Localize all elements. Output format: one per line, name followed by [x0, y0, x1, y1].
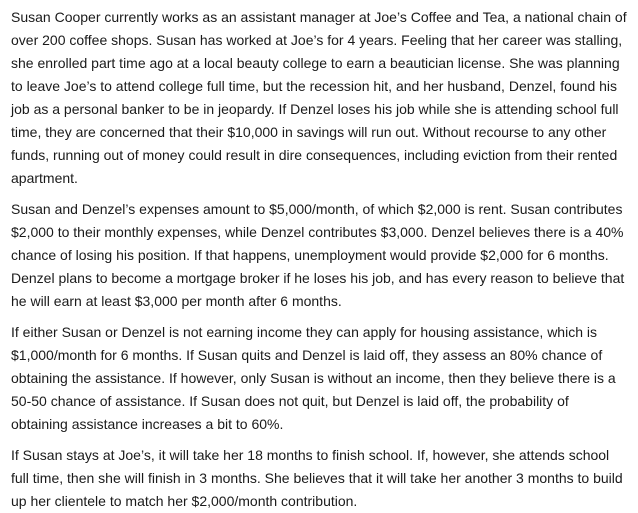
paragraph-expenses: Susan and Denzel’s expenses amount to $5,000/month, of which $2,000 is rent. Susan contributes $2,000 to their monthly expenses, while Denzel contributes $3,000. Denzel believes there is a 40% chance of losing his position. If that happens, unemployment would provide $2,000 for 6 months. Denzel plans to become a mortgage broker if he loses his job, and has every reason to believe that he will earn at least $3,000 per month after 6 months. [11, 201, 625, 309]
paragraph-housing-assistance: If either Susan or Denzel is not earning income they can apply for housing assistance, which is $1,000/month for 6 months. If Susan quits and Denzel is laid off, they assess an 80% chance of obtaining the assistance. If however, only Susan is without an income, then they believe there is a 50-50 chance of assistance. If Susan does not quit, but Denzel is laid off, the probability of obtaining assistance increases a bit to 60%. [11, 324, 616, 432]
paragraph-background: Susan Cooper currently works as an assistant manager at Joe’s Coffee and Tea, a national chain of over 200 coffee shops. Susan has worked at Joe’s for 4 years. Feeling that her career was stalling, she enrolled part time ago at a local beauty college to earn a beautician license. She was planning to leave Joe’s to attend college full time, but the recession hit, and her husband, Denzel, found his job as a personal banker to be in jeopardy. If Denzel loses his job while she is attending school full time, they are concerned that their $10,000 in savings will run out. Without recourse to any other funds, running out of money could result in dire consequences, including eviction from their rented apartment. [11, 9, 627, 186]
paragraph-school-timeline: If Susan stays at Joe’s, it will take her 18 months to finish school. If, however, she attends school full time, then she will finish in 3 months. She believes that it will take her another 3 months to build up her clientele to match her $2,000/month contribution. [11, 447, 623, 509]
